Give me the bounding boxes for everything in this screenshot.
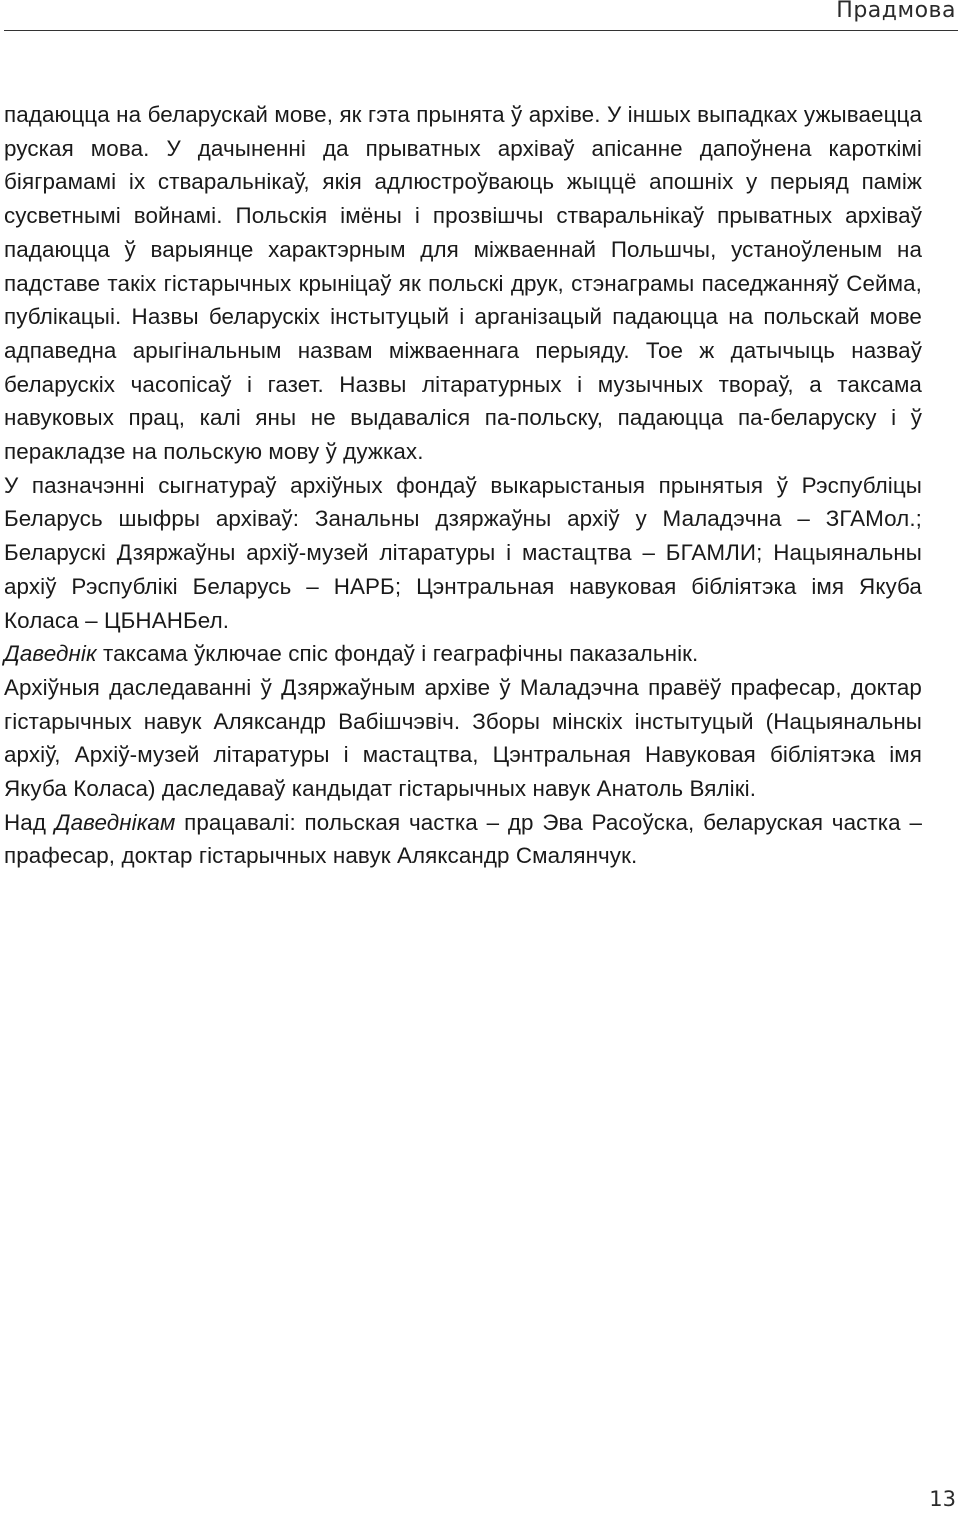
paragraph-contributors — [4, 806, 922, 873]
running-header-title: Прадмова — [836, 0, 956, 23]
page-number: 13 — [929, 1487, 956, 1511]
body-text — [4, 98, 922, 873]
index-note-text: таксама ўключае спіс фондаў і геаграфічны паказальнік. — [96, 641, 699, 667]
paragraph-languages: падаюцца на беларускай мове, як гэта прынята ў архіве. У іншых выпадках ужываецца руская мова. У дачыненні да прыватных архіваў апісанне дапоўнена кароткімі біяграмамі іх стваральнікаў, якія адлюстроўваюць жыццё апошніх у перыяд паміж сусветнымі войнамі. Польскія імёны і прозвішчы стваральнікаў прыватных архіваў падаюцца ў варыянце характэрным для міжваеннай Польшчы, устаноўленым на падставе такіх гістарычных крыніцаў як польскі друк, стэнаграмы паседжанняў Сейма, публікацыі. Назвы беларускіх інстытуцый і арганізацый падаюцца на польскай мове адпаведна арыгінальным назвам міжваеннага перыяду. Тое ж датычыць назваў беларускіх часопісаў і газет. Назвы літаратурных і музычных твораў, а таксама навуковых прац, калі яны не выдаваліся па-польску, падаюцца па-беларуску і ў перакладзе на польскую мову ў дужках. — [4, 102, 922, 465]
header-rule — [4, 30, 958, 31]
contributors-text: працавалі: польская частка – др Эва Расоўска, беларуская частка – прафесар, доктар гістарычных навук Аляксандр Смалянчук. — [4, 809, 923, 869]
paragraph-research: Архіўныя даследаванні ў Дзяржаўным архіве ў Маладэчна правёў прафесар, доктар гістарычных навук Аляксандр Вабішчэвіч. Зборы мінскіх інстытуцый (Нацыянальны архіў, Архіў-музей літаратуры і мастацтва, Цэнтральная Навуковая бібліятэка імя Якуба Коласа) даследаваў кандыдат гістарычных навук Анатоль Вялікі. — [4, 674, 922, 802]
contributors-lead: Над — [4, 809, 55, 835]
paragraph-archive-codes: У пазначэнні сыгнатураў архіўных фондаў выкарыстаныя прынятыя ў Рэспубліцы Беларусь шыфры архіваў: Занальны дзяржаўны архіў у Маладэчна – ЗГАМол.; Беларускі Дзяржаўны архіў-музей літаратуры і мастацтва – БГАМЛИ; Нацыянальны архіў Рэспублікі Беларусь – НАРБ; Цэнтральная навуковая бібліятэка імя Якуба Коласа – ЦБНАНБел. — [4, 472, 922, 633]
guide-title-italic: Даведнік — [4, 641, 97, 667]
paragraph-index-note — [4, 637, 922, 671]
guide-title-italic-2: Даведнікам — [54, 809, 176, 835]
